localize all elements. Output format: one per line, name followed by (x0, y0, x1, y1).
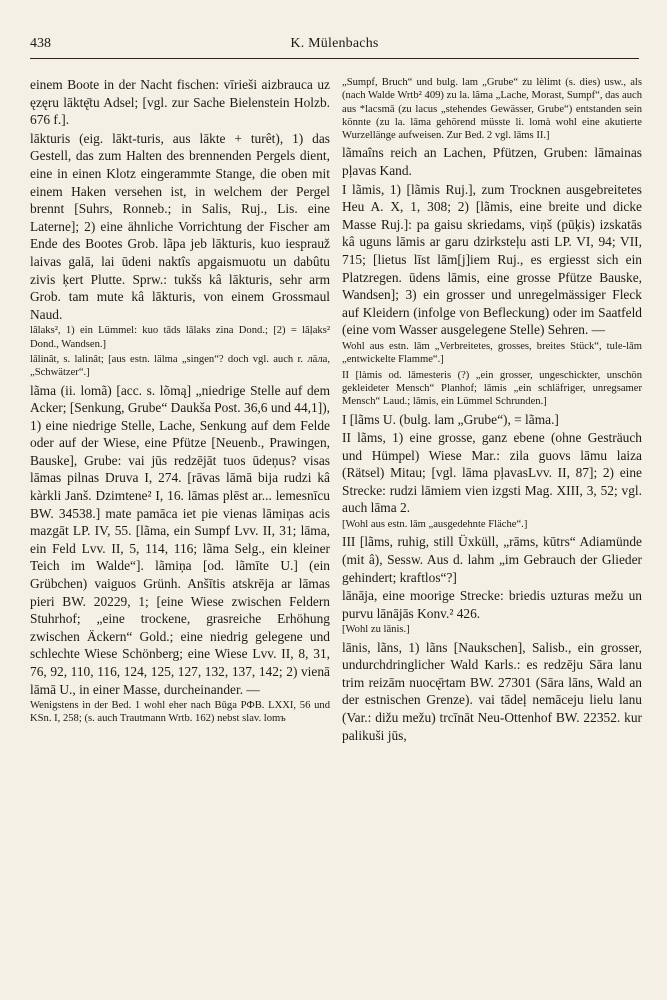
entry-lams-3: III [lãms, ruhig, still Üxküll, „rāms, kūtrs“ Adiamünde (mit â), Sessw. Aus d. lahm „im Gebrauch der Glieder gehindert; kraftlos“?] (342, 534, 642, 585)
entry-lama-etymology: Wenigstens in der Bed. 1 wohl eher nach Būga РФВ. LXXI, 56 und KSn. I, 258; (s. auch Trautmann Wrtb. 162) nebst slav. lomъ (30, 700, 330, 725)
page-header (30, 36, 639, 59)
left-column (30, 76, 330, 986)
entry-lamis-1-etymology: Wohl aus estn. lām „Verbreitetes, grosses, breites Stück“, tule-lām „entwickelte Flamme“.] (342, 341, 642, 366)
entry-lanis: lānis, lãns, 1) lãns [Naukschen], Salisb., ein grosser, undurchdringlicher Wald Karls.: es redzēju Sāra lanu trim reizām nuocę̄rtam BW. 27301 (Sāra lāns, Wald an der estnischen Grenze). vai tādeļ nemāceju lielu lanu (Var.: dižu mežu) trcīnāt Neu-Ottenhof BW. 22352. kur palikuši jūs, (342, 639, 642, 743)
entry-lams-1: I [lãms U. (bulg. lam „Grube“), = lãma.] (342, 411, 559, 427)
entry-lams-2: II lãms, 1) eine grosse, ganz ebene (ohne Gesträuch und Hümpel) Wiese Mar.: zila guovs lāmu laiza (Rätsel) Mitau; [vgl. lāma pļavasLvv. II, 87]; 2) eine Strecke: rudzi lāmiem vien izgsti Mag. XIII, 3, 52; vgl. auch lāma 2. (342, 430, 642, 516)
entry-lamains: lãmaîns reich an Lachen, Pfützen, Gruben: lāmainas pļavas Kand. (342, 145, 642, 179)
entry-lamis-2: II [làmis od. lāmesteris (?) „ein grosser, ungeschickter, unschön gekleideter Mensch“ Planhof; lāmis „ein schläfriger, unregsamer Mensch“ Laud.; lāmis, ein Lümmel Schrunden.] (342, 369, 642, 408)
entry-lama: lãma (ii. lomã) [acc. s. lõmą] „niedrige Stelle auf dem Acker; [Senkung, Grube“ Daukša Post. 36,6 und 44,1]), 1) eine niedrige Stelle, Lache, Senkung auf dem Felde oder auf der Wiese, eine Pfütze [Neuenb., Prawingen, Bauske], Grube: vai jūs redzējāt tuos ūdeņus? visas lāmas pilnas Druva I, 274. [rāvas lāmā bija rudzi kâ kàrkli Janš. Dzimtene² I, 16. lāmas plēst ar... lemesnīcu BW. 34538.] mate pamāca iet pie vienas lāmiņas acis mazgāt LP. IV, 55. [lãma, ein Sumpf Lvv. II, 31; lāma, ein Feld Lvv. II, 5, 114, 116; lãma Selg., ein kleiner Teich im Walde“]. lãmiņa [od. lãmīte U.] (ein Grübchen) vaiguos Grünh. Anšītis atskrēja ar lāmas pieri BW. 20229, 1; [eine Wiese zwischen Feldern Stuhrhof; „eine trockene, grasreiche Erhöhung zwischen Äckern“ Gold.; eine niedrig gelegene und schlechte Wiese Schönberg; eine Wiese Lvv. II, 8, 31, 76, 92, 110, 116, 124, 125, 127, 132, 137, 142; 2) vienā lāmā U., in einer Masse, durcheinander. — (30, 382, 330, 697)
entry-lama-etymology-continuation: „Sumpf, Bruch“ und bulg. lam „Grube“ zu lèlimt (s. dies) usw., als (nach Walde Wrtb² 409) zu la. lãma „Lache, Morast, Sumpf“, das auch aus *lacsmā (zu lacus „stehendes Gewässer, Grube“) entstanden sein könnte (zu la. lāma gehörend müsste li. lomà wohl eine akutierte Wurzellänge aufweisen. Zur Bed. 2 vgl. lāms II.] (342, 77, 642, 142)
right-column (342, 76, 642, 986)
entry-lamis-1: I lãmis, 1) [lãmis Ruj.], zum Trocknen ausgebreitetes Heu A. X, 1, 308; 2) [lãmis, eine breite und dicke Masse Ruj.]: pa gaisu skriedams, viņš (pūķis) izskatās kâ uguns lāmis ar garu dzirksteļu asti LP. VI, 94; VII, 715; [lietus līst lām[j]iem Ruj., es ergiesst sich ein Platzregen. ūdens lāmis, eine grosse Pfütze Bauske, Wandsen]; 3) ein grosser und unregelmässiger Fleck auf Kleidern (infolge von Befleckung) oder im Saatfeld (eine vom Wasser ausgelegene Stelle) Sehren. — (342, 181, 642, 338)
entry-lalaks: lâlaks², 1) ein Lümmel: kuo tāds lālaks zina Dond.; [2) = lâļaks² Dond., Wandsen.] (30, 325, 330, 350)
running-title: K. Mülenbachs (290, 36, 379, 51)
entry-lams-2-etymology: [Wohl aus estn. lām „ausgedehnte Fläche“.] (342, 519, 528, 531)
entry-laktetu-continuation: einem Boote in der Nacht fischen: vīrieši aizbrauca uz ęzęru lāktę̄tu Adsel; [vgl. zur Sache Bielenstein Holzb. 676 f.]. (30, 77, 330, 128)
entry-lakturis: lākturis (eig. lākt-turis, aus lākte + turêt), 1) das Gestell, das zum Halten des brennenden Pergels dient, eine in einen Klotz eingerammte Stange, die oben mit einem Haken versehen ist, in welchem der Pergel brennt [Suhrs, Ronneb.; in Salis, Ruj., Lis. eine Laterne]; 2) eine ähnliche Vorrichtung der Fischer am Ende des Bootes Grob. lãpa jeb lākturis, kuo iesprauž laivas galā, lai ūdeni naktîs apgaismuotu un dabûtu zivis ķert Plutte. Sprw.: tukšs kâ lākturis, sehr arm Grob. tam mute kâ lākturis, von einem Grossmaul Naud. (30, 130, 330, 322)
page-number: 438 (30, 36, 51, 51)
entry-lanaja-etymology: [Wohl zu lānis.] (342, 624, 410, 636)
entry-lalinat: lālinât, s. lalinât; [aus estn. lälma „singen“? doch vgl. auch r. лäла, „Schwätzer“.] (30, 353, 330, 379)
entry-lanaja: lānāja, eine moorige Strecke: briedis uzturas mežu un purvu lānājās Konv.² 426. (342, 588, 642, 621)
